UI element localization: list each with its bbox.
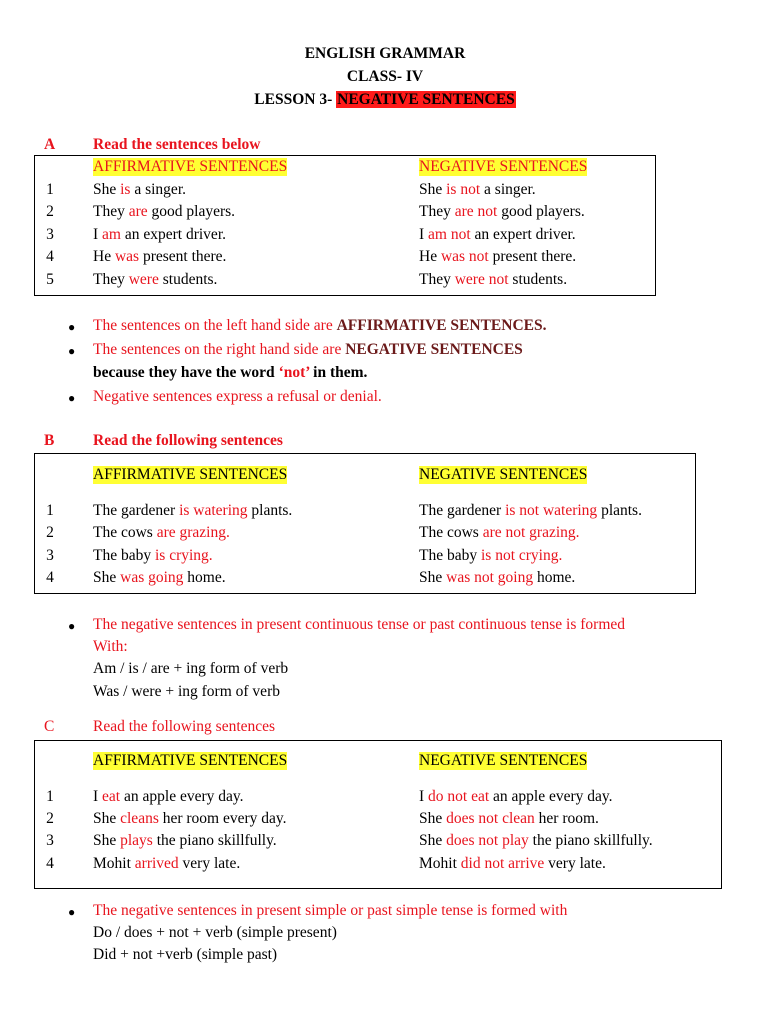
section-c-heading: Read the following sentences bbox=[93, 718, 276, 735]
negative-sentence: Mohit did not arrive very late. bbox=[419, 855, 606, 872]
bullet-icon: ● bbox=[68, 344, 76, 358]
section-b-heading: Read the following sentences bbox=[93, 432, 283, 449]
lesson-title bbox=[0, 91, 770, 109]
row-number: 1 bbox=[46, 502, 54, 519]
section-a-affirmative-header: AFFIRMATIVE SENTENCES bbox=[93, 158, 288, 175]
row-number: 2 bbox=[46, 810, 54, 827]
negative-sentence: She does not play the piano skillfully. bbox=[419, 832, 653, 849]
negative-sentence: The baby is not crying. bbox=[419, 547, 563, 564]
note-affirmative: The sentences on the left hand side are AFFIRMATIVE SENTENCES. bbox=[93, 317, 547, 334]
affirmative-sentence: I eat an apple every day. bbox=[93, 788, 244, 805]
class-label: CLASS- IV bbox=[346, 68, 424, 85]
bullet-icon: ● bbox=[68, 619, 76, 633]
section-a-heading: Read the sentences below bbox=[93, 136, 261, 153]
lesson-prefix: LESSON 3- bbox=[254, 91, 337, 108]
negative-sentence: She was not going home. bbox=[419, 569, 576, 586]
affirmative-sentence: The cows are grazing. bbox=[93, 524, 230, 541]
negative-sentence: She is not a singer. bbox=[419, 181, 536, 198]
section-a-negative-header: NEGATIVE SENTENCES bbox=[419, 158, 588, 175]
note-simple-tense: The negative sentences in present simple or past simple tense is formed with bbox=[93, 902, 568, 919]
bullet-icon: ● bbox=[68, 320, 76, 334]
row-number: 3 bbox=[46, 547, 54, 564]
note-continuous-with: With: bbox=[93, 638, 128, 655]
row-number: 1 bbox=[46, 788, 54, 805]
row-number: 4 bbox=[46, 569, 54, 586]
section-c-negative-header: NEGATIVE SENTENCES bbox=[419, 752, 588, 769]
bullet-icon: ● bbox=[68, 905, 76, 919]
lesson-topic: NEGATIVE SENTENCES bbox=[337, 91, 515, 108]
affirmative-sentence: He was present there. bbox=[93, 248, 227, 265]
rule-simple-present: Do / does + not + verb (simple present) bbox=[93, 924, 337, 941]
row-number: 4 bbox=[46, 248, 54, 265]
affirmative-sentence: She is a singer. bbox=[93, 181, 186, 198]
row-number: 1 bbox=[46, 181, 54, 198]
negative-sentence: He was not present there. bbox=[419, 248, 577, 265]
rule-simple-past: Did + not +verb (simple past) bbox=[93, 946, 278, 963]
negative-sentence: The cows are not grazing. bbox=[419, 524, 580, 541]
rule-past-continuous: Was / were + ing form of verb bbox=[93, 683, 280, 700]
affirmative-sentence: She cleans her room every day. bbox=[93, 810, 287, 827]
affirmative-sentence: They are good players. bbox=[93, 203, 236, 220]
affirmative-sentence: The baby is crying. bbox=[93, 547, 213, 564]
section-b-negative-header: NEGATIVE SENTENCES bbox=[419, 466, 588, 483]
bullet-icon: ● bbox=[68, 391, 76, 405]
negative-sentence: She does not clean her room. bbox=[419, 810, 599, 827]
note-negative: The sentences on the right hand side are NEGATIVE SENTENCES bbox=[93, 341, 523, 358]
rule-present-continuous: Am / is / are + ing form of verb bbox=[93, 660, 289, 677]
section-c-affirmative-header: AFFIRMATIVE SENTENCES bbox=[93, 752, 288, 769]
section-a-letter: A bbox=[44, 136, 56, 153]
negative-sentence: The gardener is not watering plants. bbox=[419, 502, 642, 519]
row-number: 5 bbox=[46, 271, 54, 288]
row-number: 3 bbox=[46, 226, 54, 243]
row-number: 2 bbox=[46, 524, 54, 541]
negative-sentence: I do not eat an apple every day. bbox=[419, 788, 613, 805]
affirmative-sentence: I am an expert driver. bbox=[93, 226, 226, 243]
affirmative-sentence: Mohit arrived very late. bbox=[93, 855, 241, 872]
row-number: 4 bbox=[46, 855, 54, 872]
negative-sentence: They were not students. bbox=[419, 271, 568, 288]
row-number: 3 bbox=[46, 832, 54, 849]
row-number: 2 bbox=[46, 203, 54, 220]
doc-title: ENGLISH GRAMMAR bbox=[304, 45, 466, 62]
affirmative-sentence: She plays the piano skillfully. bbox=[93, 832, 277, 849]
section-c-letter: C bbox=[44, 718, 55, 735]
affirmative-sentence: The gardener is watering plants. bbox=[93, 502, 293, 519]
affirmative-sentence: They were students. bbox=[93, 271, 218, 288]
note-refusal: Negative sentences express a refusal or denial. bbox=[93, 388, 382, 405]
negative-sentence: They are not good players. bbox=[419, 203, 585, 220]
section-b-affirmative-header: AFFIRMATIVE SENTENCES bbox=[93, 466, 288, 483]
note-continuous-tense: The negative sentences in present continuous tense or past continuous tense is formed bbox=[93, 616, 626, 633]
note-negative-reason: because they have the word ‘not’ in them. bbox=[93, 364, 368, 381]
affirmative-sentence: She was going home. bbox=[93, 569, 226, 586]
section-b-letter: B bbox=[44, 432, 55, 449]
negative-sentence: I am not an expert driver. bbox=[419, 226, 576, 243]
